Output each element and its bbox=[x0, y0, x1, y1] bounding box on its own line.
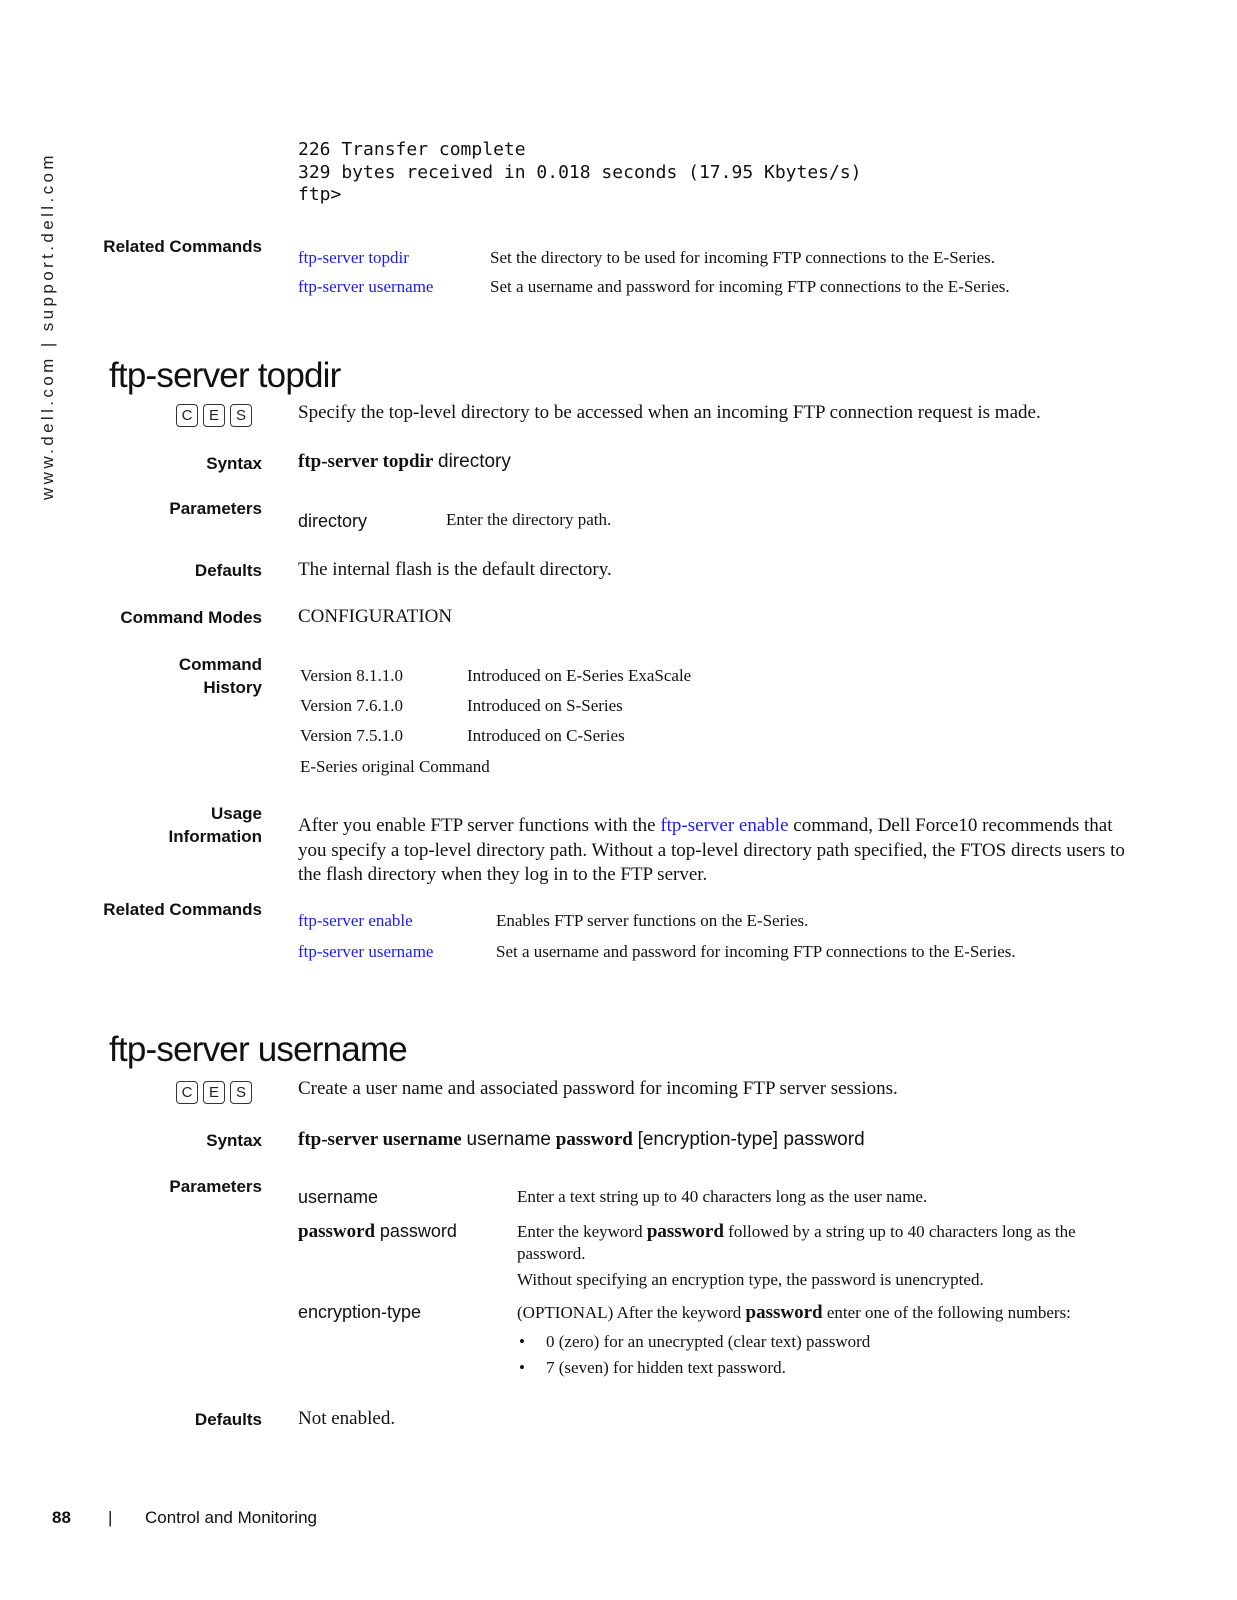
param-name: username bbox=[298, 1187, 379, 1207]
param-desc-keyword: password bbox=[646, 1221, 724, 1242]
related-link-enable[interactable]: ftp-server enable bbox=[298, 911, 413, 930]
syntax-argument: directory bbox=[438, 451, 511, 472]
bullet-item: 0 (zero) for an unecrypted (clear text) password bbox=[546, 1332, 871, 1351]
history-version: Version 7.6.1.0 bbox=[300, 696, 403, 715]
badge-s: S bbox=[230, 404, 252, 427]
code-line: ftp> bbox=[298, 184, 342, 205]
topdir-defaults: The internal flash is the default directory. bbox=[298, 559, 612, 580]
platform-badges bbox=[176, 404, 252, 427]
param-desc-keyword: password bbox=[745, 1302, 823, 1323]
param-argument: password bbox=[379, 1221, 457, 1241]
history-note: E-Series original Command bbox=[300, 757, 490, 776]
bullet-item: 7 (seven) for hidden text password. bbox=[546, 1358, 786, 1377]
param-desc-text: Enter the keyword bbox=[517, 1222, 647, 1241]
code-line: 329 bytes received in 0.018 seconds (17.95 Kbytes/s) bbox=[298, 161, 862, 183]
usage-information-label-text: Usage Information bbox=[168, 804, 262, 846]
badge-s: S bbox=[230, 1081, 252, 1104]
history-desc: Introduced on E-Series ExaScale bbox=[467, 666, 692, 685]
footer-separator: | bbox=[108, 1508, 113, 1527]
syntax-keyword: ftp-server username bbox=[298, 1129, 462, 1150]
related-link-username[interactable]: ftp-server username bbox=[298, 942, 434, 961]
section-title-username: ftp-server username bbox=[109, 1030, 407, 1069]
footer-chapter: Control and Monitoring bbox=[145, 1508, 317, 1527]
badge-e: E bbox=[203, 1081, 225, 1104]
username-syntax bbox=[298, 1129, 865, 1151]
username-defaults: Not enabled. bbox=[298, 1408, 396, 1429]
param-desc-text: enter one of the following numbers: bbox=[822, 1303, 1071, 1322]
history-desc: Introduced on S-Series bbox=[467, 696, 623, 715]
param-desc bbox=[517, 1221, 1076, 1243]
section-title-topdir: ftp-server topdir bbox=[109, 356, 341, 395]
related-commands-label: Related Commands bbox=[103, 237, 262, 256]
related-link-username[interactable]: ftp-server username bbox=[298, 277, 434, 296]
page-number: 88 bbox=[52, 1508, 71, 1527]
syntax-argument: [encryption-type] password bbox=[637, 1129, 865, 1150]
usage-link-ftp-server-enable[interactable]: ftp-server enable bbox=[660, 815, 789, 836]
defaults-label: Defaults bbox=[194, 561, 262, 580]
topdir-command-modes: CONFIGURATION bbox=[298, 606, 453, 627]
syntax-label: Syntax bbox=[206, 454, 262, 473]
syntax-keyword: password bbox=[555, 1129, 633, 1150]
syntax-keyword: ftp-server topdir bbox=[298, 451, 434, 472]
history-desc: Introduced on C-Series bbox=[467, 726, 625, 745]
related-desc: Set a username and password for incoming FTP connections to the E-Series. bbox=[490, 277, 1010, 296]
parameters-label: Parameters bbox=[169, 499, 262, 518]
param-desc-text: followed by a string up to 40 characters long as the bbox=[723, 1222, 1076, 1241]
code-line: 226 Transfer complete bbox=[298, 139, 526, 160]
param-desc: Without specifying an encryption type, the password is unencrypted. bbox=[517, 1270, 984, 1289]
badge-c: C bbox=[176, 404, 198, 427]
username-description: Create a user name and associated password for incoming FTP server sessions. bbox=[298, 1078, 898, 1099]
param-desc: Enter a text string up to 40 characters long as the user name. bbox=[517, 1187, 928, 1206]
platform-badges bbox=[176, 1081, 252, 1104]
history-version: Version 8.1.1.0 bbox=[300, 666, 403, 685]
parameters-label: Parameters bbox=[169, 1177, 262, 1196]
usage-information-label bbox=[60, 802, 262, 848]
usage-text: After you enable FTP server functions with the bbox=[298, 815, 661, 836]
related-commands-label: Related Commands bbox=[103, 900, 262, 919]
badge-c: C bbox=[176, 1081, 198, 1104]
param-name bbox=[298, 1221, 457, 1243]
param-keyword: password bbox=[298, 1221, 376, 1242]
related-desc: Set a username and password for incoming FTP connections to the E-Series. bbox=[496, 942, 1016, 961]
param-desc: password. bbox=[517, 1244, 586, 1263]
related-link-topdir[interactable]: ftp-server topdir bbox=[298, 248, 409, 267]
related-desc: Enables FTP server functions on the E-Series. bbox=[496, 911, 809, 930]
defaults-label: Defaults bbox=[194, 1410, 262, 1429]
history-version: Version 7.5.1.0 bbox=[300, 726, 403, 745]
command-history-label bbox=[60, 653, 262, 699]
badge-e: E bbox=[203, 404, 225, 427]
usage-text: command, Dell Force10 recommends that you specify a top-level directory path. Without a top-level directory path specified, the FTOS directs users to the flash directory when they log in to the FTP server. bbox=[298, 815, 1125, 885]
param-desc: Enter the directory path. bbox=[446, 510, 612, 529]
code-block bbox=[298, 139, 862, 207]
topdir-usage-paragraph bbox=[298, 814, 1138, 888]
command-modes-label: Command Modes bbox=[120, 608, 262, 627]
syntax-label: Syntax bbox=[206, 1131, 262, 1150]
bullet-dot: • bbox=[519, 1358, 525, 1377]
param-desc-text: (OPTIONAL) After the keyword bbox=[517, 1303, 746, 1322]
side-url-text: www.dell.com | support.dell.com bbox=[38, 152, 57, 500]
bullet-dot: • bbox=[519, 1332, 525, 1351]
param-name: encryption-type bbox=[298, 1302, 422, 1322]
param-name: directory bbox=[298, 511, 368, 531]
command-history-label-text: Command History bbox=[178, 655, 262, 697]
topdir-description: Specify the top-level directory to be accessed when an incoming FTP connection request is made. bbox=[298, 402, 1041, 423]
syntax-argument: username bbox=[466, 1129, 551, 1150]
param-desc bbox=[517, 1302, 1071, 1324]
topdir-syntax bbox=[298, 451, 511, 473]
related-desc: Set the directory to be used for incoming FTP connections to the E-Series. bbox=[490, 248, 996, 267]
